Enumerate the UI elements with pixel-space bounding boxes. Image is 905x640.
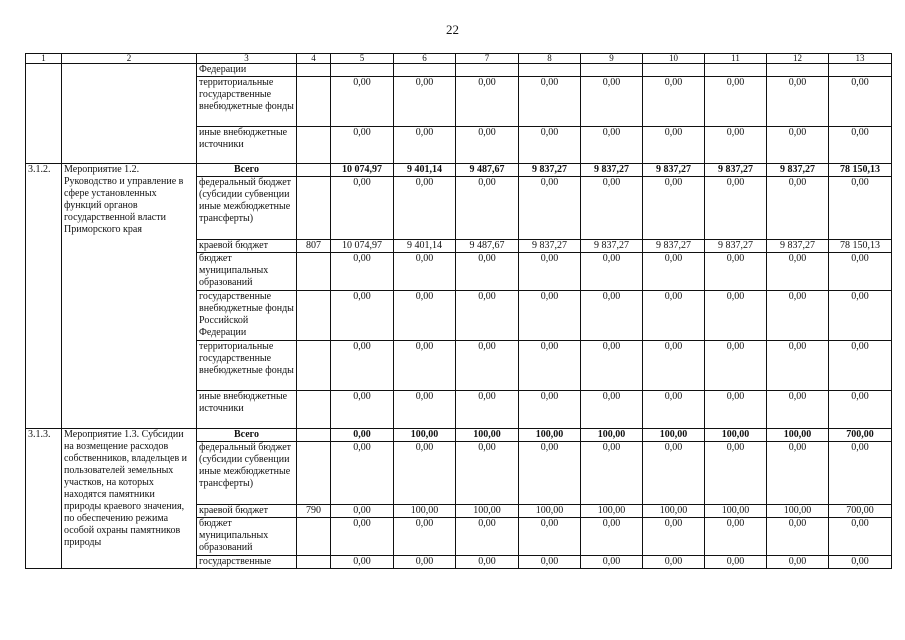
amount-cell: 0,00 [829,77,892,127]
amount-cell: 0,00 [705,391,767,429]
amount-cell [519,64,581,77]
funding-source: государственные внебюджетные фонды Российской Федерации [197,291,297,341]
amount-cell: 0,00 [394,253,456,291]
funding-source: краевой бюджет [197,505,297,518]
amount-cell: 0,00 [767,127,829,164]
amount-cell: 100,00 [705,429,767,442]
column-number-3: 3 [197,54,297,64]
amount-cell: 0,00 [643,291,705,341]
funding-source: государственные [197,556,297,569]
amount-cell: 0,00 [394,391,456,429]
amount-cell: 0,00 [331,429,394,442]
amount-cell: 0,00 [581,556,643,569]
funding-source: краевой бюджет [197,240,297,253]
grbs-code [297,391,331,429]
amount-cell: 0,00 [767,518,829,556]
amount-cell: 0,00 [456,442,519,505]
amount-cell: 0,00 [643,253,705,291]
header-row [26,54,892,64]
budget-table [25,53,892,569]
amount-cell [829,64,892,77]
row-code [26,64,62,164]
table-row [26,429,892,442]
amount-cell: 0,00 [829,127,892,164]
amount-cell: 0,00 [643,127,705,164]
measure-name: Мероприятие 1.2. Руководство и управление в сфере установленных функций органов государственной власти Приморского края [62,164,197,429]
measure-name [62,64,197,164]
amount-cell: 0,00 [581,77,643,127]
amount-cell: 0,00 [456,391,519,429]
amount-cell: 700,00 [829,505,892,518]
column-number-12: 12 [767,54,829,64]
grbs-code [297,77,331,127]
amount-cell: 100,00 [767,429,829,442]
amount-cell: 0,00 [643,177,705,240]
amount-cell: 0,00 [456,556,519,569]
amount-cell: 0,00 [581,442,643,505]
amount-cell: 700,00 [829,429,892,442]
grbs-code [297,127,331,164]
column-number-2: 2 [62,54,197,64]
grbs-code [297,177,331,240]
amount-cell: 0,00 [829,253,892,291]
amount-cell: 9 837,27 [643,164,705,177]
amount-cell: 78 150,13 [829,164,892,177]
amount-cell: 100,00 [643,429,705,442]
amount-cell: 0,00 [829,177,892,240]
amount-cell [394,64,456,77]
column-number-8: 8 [519,54,581,64]
funding-source: федеральный бюджет (субсидии субвенции иные межбюджетные трансферты) [197,177,297,240]
amount-cell: 9 837,27 [519,240,581,253]
amount-cell [643,64,705,77]
amount-cell: 100,00 [519,429,581,442]
grbs-code [297,518,331,556]
table-row [26,64,892,77]
amount-cell [705,64,767,77]
grbs-code [297,429,331,442]
amount-cell: 0,00 [581,127,643,164]
amount-cell: 0,00 [705,253,767,291]
amount-cell: 0,00 [705,442,767,505]
amount-cell: 0,00 [456,518,519,556]
amount-cell [331,64,394,77]
funding-source: иные внебюджетные источники [197,127,297,164]
amount-cell: 0,00 [456,291,519,341]
measure-name: Мероприятие 1.3. Субсидии на возмещение расходов собственников, владельцев и пользователей земельных участков, на которых находятся памятники природы краевого значения, по обеспечению режима особой охраны памятников природы [62,429,197,569]
amount-cell: 0,00 [519,442,581,505]
amount-cell: 0,00 [394,442,456,505]
amount-cell: 0,00 [519,556,581,569]
amount-cell: 9 837,27 [705,240,767,253]
amount-cell: 0,00 [581,391,643,429]
amount-cell: 0,00 [767,341,829,391]
amount-cell: 0,00 [456,77,519,127]
amount-cell: 0,00 [394,341,456,391]
amount-cell: 9 487,67 [456,164,519,177]
grbs-code [297,164,331,177]
amount-cell: 0,00 [394,77,456,127]
amount-cell: 0,00 [643,442,705,505]
column-number-5: 5 [331,54,394,64]
amount-cell: 0,00 [519,391,581,429]
amount-cell: 0,00 [829,291,892,341]
amount-cell: 0,00 [581,253,643,291]
amount-cell: 0,00 [767,177,829,240]
amount-cell: 0,00 [331,127,394,164]
amount-cell: 100,00 [705,505,767,518]
amount-cell: 0,00 [456,127,519,164]
amount-cell: 100,00 [643,505,705,518]
amount-cell: 100,00 [581,429,643,442]
amount-cell: 100,00 [767,505,829,518]
amount-cell: 0,00 [456,341,519,391]
amount-cell: 0,00 [767,391,829,429]
amount-cell: 9 837,27 [519,164,581,177]
column-number-7: 7 [456,54,519,64]
amount-cell: 0,00 [705,556,767,569]
amount-cell: 0,00 [829,518,892,556]
amount-cell: 9 837,27 [767,240,829,253]
amount-cell: 100,00 [456,505,519,518]
amount-cell: 0,00 [519,253,581,291]
amount-cell: 10 074,97 [331,240,394,253]
funding-source: Всего [197,164,297,177]
grbs-code: 807 [297,240,331,253]
column-number-1: 1 [26,54,62,64]
amount-cell: 0,00 [767,291,829,341]
grbs-code [297,556,331,569]
amount-cell: 0,00 [581,341,643,391]
row-code: 3.1.2. [26,164,62,429]
column-number-6: 6 [394,54,456,64]
grbs-code [297,253,331,291]
amount-cell: 0,00 [581,291,643,341]
amount-cell: 0,00 [705,341,767,391]
amount-cell [767,64,829,77]
amount-cell: 0,00 [767,77,829,127]
amount-cell: 9 837,27 [581,164,643,177]
amount-cell: 9 401,14 [394,240,456,253]
funding-source: территориальные государственные внебюджетные фонды [197,341,297,391]
grbs-code [297,64,331,77]
amount-cell: 0,00 [705,291,767,341]
amount-cell: 78 150,13 [829,240,892,253]
amount-cell: 9 487,67 [456,240,519,253]
amount-cell: 100,00 [456,429,519,442]
funding-source: территориальные государственные внебюджетные фонды [197,77,297,127]
amount-cell: 0,00 [767,442,829,505]
amount-cell: 0,00 [767,253,829,291]
amount-cell: 0,00 [829,442,892,505]
column-number-4: 4 [297,54,331,64]
amount-cell: 0,00 [394,127,456,164]
amount-cell: 0,00 [643,77,705,127]
amount-cell: 0,00 [767,556,829,569]
amount-cell: 0,00 [519,127,581,164]
amount-cell: 0,00 [705,127,767,164]
amount-cell: 9 837,27 [581,240,643,253]
page-number: 22 [446,22,459,37]
funding-source: иные внебюджетные источники [197,391,297,429]
amount-cell: 0,00 [331,556,394,569]
amount-cell: 0,00 [331,391,394,429]
amount-cell: 100,00 [519,505,581,518]
grbs-code [297,291,331,341]
amount-cell [456,64,519,77]
amount-cell: 0,00 [331,253,394,291]
column-number-10: 10 [643,54,705,64]
row-code: 3.1.3. [26,429,62,569]
amount-cell: 0,00 [643,556,705,569]
amount-cell: 0,00 [581,177,643,240]
amount-cell: 9 837,27 [767,164,829,177]
amount-cell: 0,00 [519,77,581,127]
amount-cell: 0,00 [456,253,519,291]
amount-cell: 0,00 [331,77,394,127]
amount-cell: 0,00 [331,341,394,391]
column-number-9: 9 [581,54,643,64]
amount-cell: 100,00 [394,429,456,442]
amount-cell: 0,00 [394,518,456,556]
amount-cell: 0,00 [394,556,456,569]
amount-cell: 0,00 [456,177,519,240]
grbs-code [297,341,331,391]
amount-cell: 0,00 [331,442,394,505]
amount-cell: 100,00 [581,505,643,518]
funding-source: бюджет муниципальных образований [197,518,297,556]
amount-cell: 0,00 [829,556,892,569]
funding-source: Всего [197,429,297,442]
amount-cell: 0,00 [581,518,643,556]
amount-cell: 0,00 [829,391,892,429]
amount-cell: 0,00 [705,518,767,556]
funding-source: бюджет муниципальных образований [197,253,297,291]
table-row [26,164,892,177]
amount-cell: 0,00 [331,291,394,341]
amount-cell: 9 837,27 [643,240,705,253]
amount-cell: 100,00 [394,505,456,518]
amount-cell: 0,00 [829,341,892,391]
grbs-code [297,442,331,505]
column-number-13: 13 [829,54,892,64]
amount-cell: 0,00 [331,177,394,240]
column-number-11: 11 [705,54,767,64]
amount-cell: 9 837,27 [705,164,767,177]
amount-cell: 0,00 [519,291,581,341]
amount-cell: 0,00 [519,518,581,556]
amount-cell: 0,00 [394,291,456,341]
funding-source: федеральный бюджет (субсидии субвенции иные межбюджетные трансферты) [197,442,297,505]
amount-cell: 0,00 [331,518,394,556]
amount-cell [581,64,643,77]
amount-cell: 0,00 [331,505,394,518]
amount-cell: 0,00 [519,341,581,391]
amount-cell: 0,00 [643,341,705,391]
amount-cell: 0,00 [705,177,767,240]
funding-source: Федерации [197,64,297,77]
grbs-code: 790 [297,505,331,518]
amount-cell: 0,00 [519,177,581,240]
amount-cell: 0,00 [643,518,705,556]
amount-cell: 0,00 [705,77,767,127]
amount-cell: 0,00 [643,391,705,429]
amount-cell: 10 074,97 [331,164,394,177]
amount-cell: 9 401,14 [394,164,456,177]
amount-cell: 0,00 [394,177,456,240]
